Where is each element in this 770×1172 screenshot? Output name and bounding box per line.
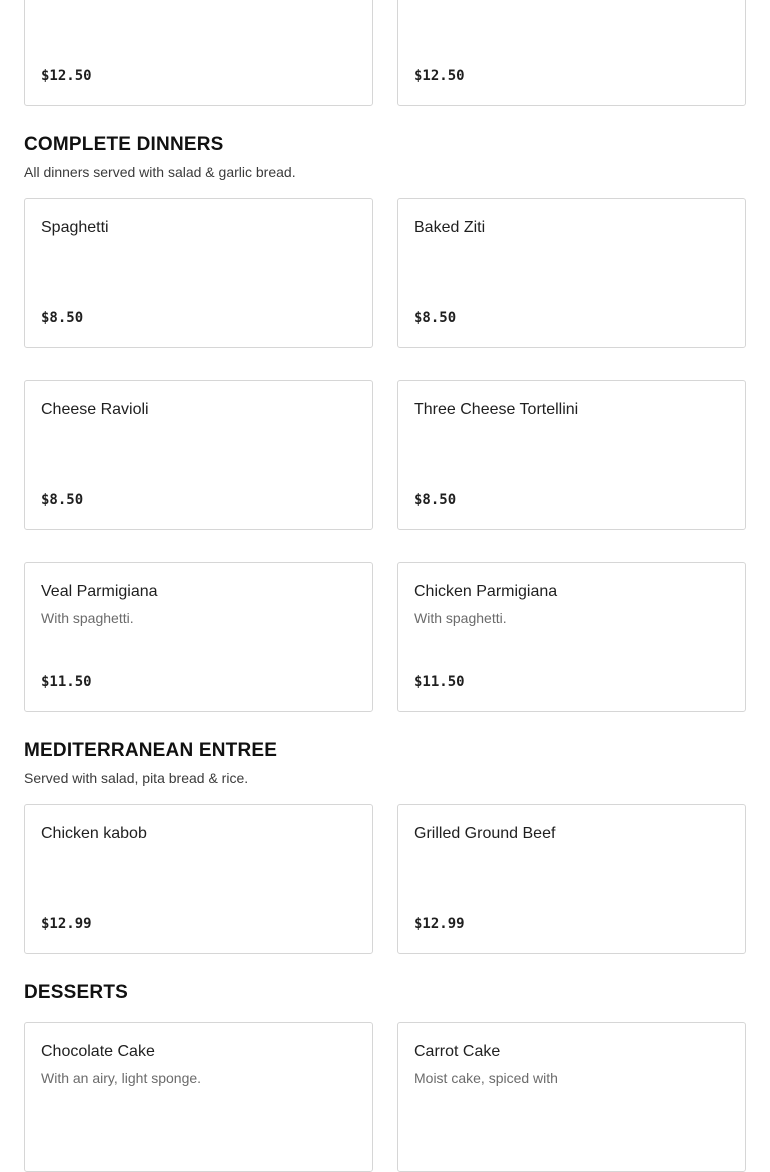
menu-item-name: Chocolate Cake <box>41 1043 155 1060</box>
menu-item-description: With spaghetti. <box>414 610 507 626</box>
menu-item-description: Moist cake, spiced with <box>414 1070 558 1086</box>
section-header-desserts <box>24 981 746 1005</box>
menu-item-card[interactable] <box>397 0 746 106</box>
menu-item-name: Chicken Parmigiana <box>414 583 558 600</box>
menu-item-card[interactable] <box>24 380 373 530</box>
menu-item-name: Grilled Ground Beef <box>414 825 556 842</box>
menu-item-price: $8.50 <box>41 310 84 326</box>
menu-item-price: $12.99 <box>41 916 92 932</box>
menu-items-grid-platters <box>24 0 746 106</box>
menu-items-grid-mediterranean-entree <box>24 804 746 954</box>
menu-item-card[interactable] <box>24 562 373 712</box>
menu-item-name: Carrot Cake <box>414 1043 501 1060</box>
menu-item-price: $12.50 <box>414 68 465 84</box>
section-title: COMPLETE DINNERS <box>24 134 224 155</box>
menu-item-card[interactable] <box>24 198 373 348</box>
menu-item-card[interactable] <box>397 562 746 712</box>
menu-item-card[interactable] <box>24 804 373 954</box>
menu-item-name: Chicken kabob <box>41 825 147 842</box>
menu-item-name: Baked Ziti <box>414 219 486 236</box>
section-header-mediterranean-entree <box>24 739 746 787</box>
section-title: MEDITERRANEAN ENTREE <box>24 740 278 761</box>
menu-item-price: $12.99 <box>414 916 465 932</box>
menu-item-card[interactable] <box>397 380 746 530</box>
menu-item-price: $12.50 <box>41 68 92 84</box>
menu-item-name: Spaghetti <box>41 219 109 236</box>
menu-item-card[interactable] <box>397 1022 746 1172</box>
menu-items-grid-desserts <box>24 1022 746 1172</box>
section-title: DESSERTS <box>24 982 129 1003</box>
menu-item-card[interactable] <box>24 1022 373 1172</box>
menu-item-description: With spaghetti. <box>41 610 134 626</box>
menu-item-name: Veal Parmigiana <box>41 583 158 600</box>
menu-item-price: $8.50 <box>41 492 84 508</box>
menu-item-card[interactable] <box>24 0 373 106</box>
menu-item-card[interactable] <box>397 804 746 954</box>
menu-item-price: $11.50 <box>414 674 465 690</box>
menu-item-price: $11.50 <box>41 674 92 690</box>
menu-items-grid-complete-dinners <box>24 198 746 712</box>
section-description: All dinners served with salad & garlic bread. <box>24 164 296 180</box>
section-description: Served with salad, pita bread & rice. <box>24 770 249 786</box>
menu-item-price: $8.50 <box>414 492 457 508</box>
menu-page <box>24 0 746 1172</box>
menu-item-description: With an airy, light sponge. <box>41 1070 202 1086</box>
menu-item-name: Cheese Ravioli <box>41 401 149 418</box>
menu-item-name: Three Cheese Tortellini <box>414 401 579 418</box>
menu-item-price: $8.50 <box>414 310 457 326</box>
menu-item-card[interactable] <box>397 198 746 348</box>
section-header-complete-dinners <box>24 133 746 181</box>
